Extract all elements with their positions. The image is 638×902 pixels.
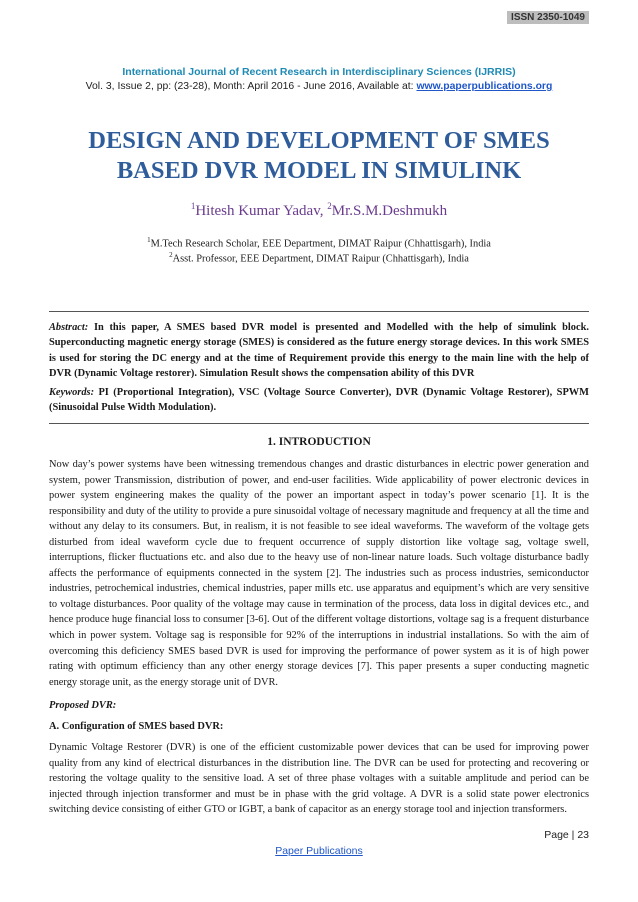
author2-sup: 2 (327, 201, 332, 211)
volume-info (0, 81, 638, 92)
abstract-text: In this paper, A SMES based DVR model is presented and Modelled with the help of simulink block. Superconducting magnetic energy storage (SMES) is considered as the future energy storage devices. In this work SMES is used for storing the DC energy and at the time of Requirement provide this energy to the main line with the help of DVR (Dynamic Voltage restorer). Simulation Result shows the compensation ability of this DVR (49, 322, 589, 380)
publisher-footer-link[interactable]: Paper Publications (275, 845, 363, 857)
author-list (0, 201, 638, 220)
configuration-paragraph: Dynamic Voltage Restorer (DVR) is one of the efficient customizable power devices that can be used for improving power quality from any kind of electrical disturbances in the distribution line. The DVR can be used for protecting and recovering or restoring the voltage quality to the sensitive load. A set of three phase voltages with a suitable amplitude and period can be injected through injection transformer and must be in phase with the grid voltage. A DVR is a solid state power electronics switching device consisting of either GTO or IGBT, a bank of capacitor as an energy storage tool and injection transformers. (49, 742, 589, 816)
proposed-dvr-heading: Proposed DVR: (49, 700, 117, 711)
page-number: Page | 23 (544, 829, 589, 841)
configuration-subheading: A. Configuration of SMES based DVR: (49, 721, 224, 732)
affiliation-2 (0, 251, 638, 264)
volume-text: Vol. 3, Issue 2, pp: (23-28), Month: April 2016 - June 2016, Available at: (85, 81, 417, 92)
issn-badge: ISSN 2350-1049 (507, 11, 589, 24)
affil2-text: Asst. Professor, EEE Department, DIMAT Raipur (Chhattisgarh), India (172, 253, 469, 265)
journal-website-link[interactable]: www.paperpublications.org (416, 81, 553, 92)
divider-bottom (49, 423, 589, 424)
journal-name: International Journal of Recent Research in Interdisciplinary Sciences (IJRRIS) (122, 66, 516, 78)
abstract-label: Abstract: (49, 322, 89, 333)
author-2: Mr.S.M.Deshmukh (331, 203, 448, 219)
divider-top (49, 311, 589, 312)
section-heading-introduction: 1. INTRODUCTION (267, 436, 371, 448)
affil1-text: M.Tech Research Scholar, EEE Department, DIMAT Raipur (Chhattisgarh), India (150, 238, 491, 250)
title-line-2: BASED DVR MODEL IN SIMULINK (116, 157, 522, 184)
affil1-sup: 1 (147, 236, 151, 244)
title-line-1: DESIGN AND DEVELOPMENT OF SMES (88, 127, 550, 154)
keywords-label: Keywords: (49, 387, 95, 398)
author-1: Hitesh Kumar Yadav, (195, 203, 328, 219)
keywords (49, 385, 589, 416)
introduction-paragraph: Now day’s power systems have been witnessing tremendous changes and drastic disturbances in electric power generation and system, power Transmission, distribution of power, and end-user facilities. Wide applicability of power electronic devices in power system engineering makes the quality of the power an important aspect in today’s power scenario [1]. It is the responsibility and duty of the utility to provide a pure sinusoidal voltage of necessary magnitude and frequency at all the time and without any delay to its consumers. But, in realism, it is not feasible to see ideal waveforms. The waveform of the voltage gets disturbed from ideal waveform cycle due to frequent occurrence of supply distortion like voltage sag, voltage swell, interruptions, flicker fluctuations etc. and also due to the heavy use of non-linear nature loads. Such voltage disturbance badly affects the performance of equipments connected in the system [2]. The industries such as process industries, semiconductor industries, petrochemical industries, chemical industries, paper mills etc. use apparatus and equipment’s which are very sensitive to voltage disturbances. Poor quality of the voltage may cause in termination of the process, data loss in digital devices etc., and hence produce huge financial loss to consumer [3-6]. Out of the different voltage distortions, voltage sag is a frequent disturbance which in power system. Voltage sag is responsible for 92% of the interruptions in industrial installations. So with the aim of overcoming this deficiency SMES based DVR is used for improving the performance of power system as it is of high power rating with optimum efficiency than any other energy storage devices [7]. This paper presents a super conducting magnetic energy storage unit, as the energy storage unit of DVR. (49, 459, 589, 688)
author1-sup: 1 (190, 201, 196, 211)
paper-title (40, 126, 598, 186)
keywords-text: PI (Proportional Integration), VSC (Voltage Source Converter), DVR (Dynamic Voltage Restorer), SPWM (Sinusoidal Pulse Width Modulation). (49, 387, 589, 414)
affil2-sup: 2 (169, 251, 173, 259)
affiliation-1 (0, 236, 638, 249)
abstract (49, 320, 589, 382)
